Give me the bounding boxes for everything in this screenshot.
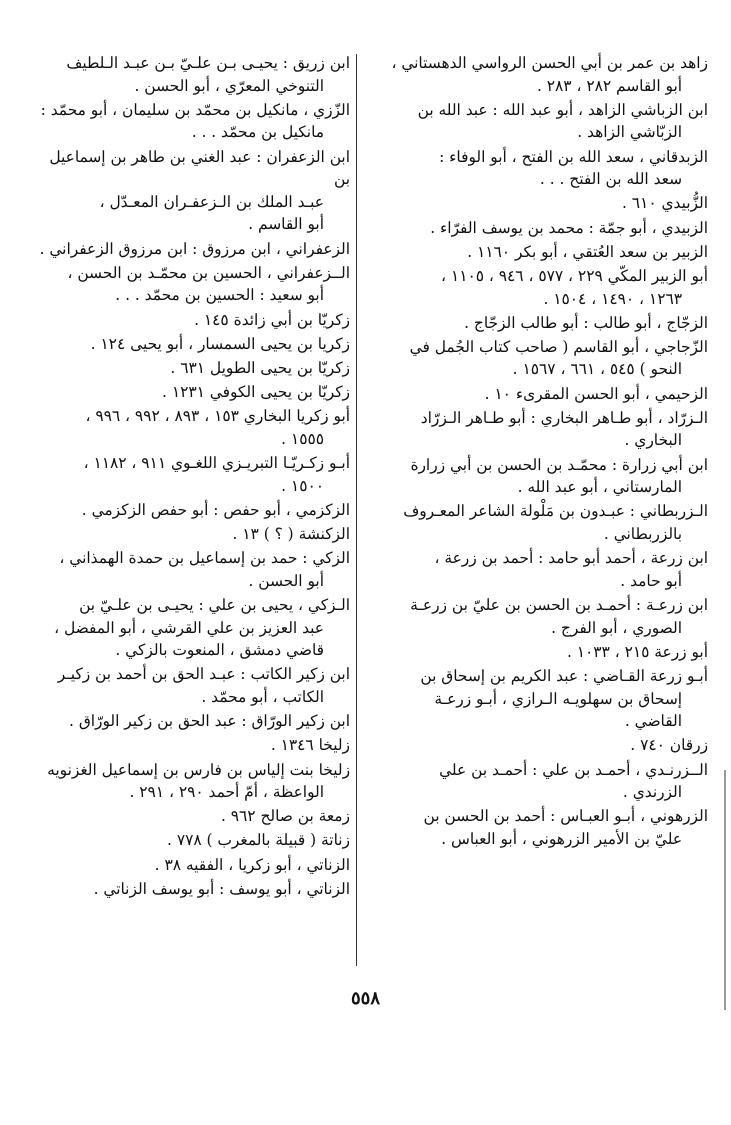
index-entry-headline: الزناتي ، أبو يوسف : أبو يوسف الزناتي . — [93, 879, 350, 898]
index-entry-headline: زليخا بنت إلياس بن فارس بن إسماعيل الغزنويه — [47, 760, 350, 779]
index-entry-headline: زناتة ( قبيلة بالمغرب ) ٧٧٨ . — [167, 831, 350, 850]
index-entry-continuation: عليّ بن الأمير الزرهوني ، أبو العباس . — [441, 829, 682, 848]
index-entry-headline: زكريّا بن أبي زائدة ١٤٥ . — [194, 310, 350, 329]
index-entry-continuation: قاضي دمشق ، المنعوت بالزكي . — [115, 641, 324, 660]
index-entry — [32, 759, 350, 804]
index-entry — [32, 99, 350, 144]
index-entry-continuation: ١٥٥٥ . — [281, 429, 324, 448]
index-entry-headline: ابن أبي زرارة : محمّـد بن الحسن بن أبي زرارة — [410, 455, 708, 474]
index-entry-headline: الزكنشة ( ؟ ) ١٣ . — [232, 525, 350, 543]
index-entry-continuation: الكاتب ، أبو محمّد . — [201, 687, 324, 706]
index-entry — [372, 547, 708, 592]
index-entry — [372, 734, 708, 757]
index-entry — [32, 878, 350, 901]
index-entry-headline: زاهد بن عمر بن أبي الحسن الرواسي الدهستاني ، — [391, 54, 708, 72]
index-entry — [32, 238, 350, 261]
index-entry-continuation: التنوخي المعرّي ، أبو الحسن . — [134, 76, 324, 95]
index-entry-headline: الزرهوني ، أبـو العبـاس : أحمد بن الحسن بن — [423, 807, 708, 826]
index-entry-headline: الزناتي ، أبو زكريا ، الفقيه ٣٨ . — [154, 855, 350, 874]
index-entry-headline: زكريّا بن يحيى الطويل ٦٣١ . — [170, 358, 350, 377]
index-entry-headline: ابن الزباشي الزاهد ، أبو عبد الله : عبد الله بن — [417, 100, 708, 119]
index-entry-headline: الزّزي ، مانكيل بن محمّد بن سليمان ، أبو محمّد : — [40, 100, 350, 119]
index-entry — [372, 407, 708, 452]
index-entry — [32, 452, 350, 497]
index-entry — [372, 99, 708, 144]
index-entry — [372, 665, 708, 733]
index-entry-headline: الـزربطاني : عبـدون بن مَلْولة الشاعر المعـروف — [403, 502, 708, 521]
index-entry — [32, 499, 350, 522]
index-entry-headline: الزكي : حمد بن إسماعيل بن حمدة الهمذاني ، — [59, 549, 350, 568]
index-entry — [32, 594, 350, 662]
index-entry — [32, 405, 350, 450]
index-entry-continuation: الواعظة ، أمّ أحمد ٢٩٠ ، ٢٩١ . — [129, 783, 324, 802]
index-entry-headline: زكريّا بن يحيى الكوفي ١٢٣١ . — [162, 383, 350, 402]
index-entry-continuation: بالزربطاني . — [603, 525, 682, 543]
index-entry-headline: الزكزمي ، أبو حفص : أبو حفص الزكزمي . — [81, 500, 350, 519]
index-entry-continuation: ١٥٠٠ . — [281, 476, 324, 495]
index-entry-headline: زليخا ١٣٤٦ . — [270, 736, 350, 755]
index-entry-continuation: الزبّاشي الزاهد . — [577, 123, 682, 142]
index-entry — [32, 805, 350, 828]
index-entry-continuation: البخاري . — [624, 431, 682, 450]
index-entry-headline: أبو زكريا البخاري ١٥٣ ، ٨٩٣ ، ٩٩٢ ، ٩٩٦ ، — [85, 407, 350, 426]
index-entry — [32, 333, 350, 356]
index-entry-headline: ابن الزعفران : عبد الغني بن طاهر بن إسماعيل بن — [49, 147, 350, 189]
index-entry-continuation: عبـد الملك بن الـزعفـران المعـدّل ، — [99, 192, 324, 211]
index-entry-continuation: المارستاني ، أبو عبد الله . — [517, 478, 682, 497]
index-entry-continuation: أبو القاسم . — [248, 215, 324, 234]
index-entry — [372, 241, 708, 264]
index-entry-continuation: أبو سعيد : الحسين بن محمّد . . . — [115, 286, 324, 305]
index-entry-headline: الـزكي ، يحيى بن علي : يحيـى بن علـيّ بن — [79, 595, 350, 614]
index-entry — [32, 663, 350, 708]
page-edge-shadow — [724, 770, 726, 1010]
index-entry — [372, 383, 708, 406]
index-entry-headline: أبـو زكـريّـا التبريـزي اللغـوي ٩١١ ، ١١٨٢ ، — [83, 454, 350, 473]
index-entry — [32, 357, 350, 380]
index-entry-headline: زرقان ٧٤٠ . — [630, 736, 708, 755]
index-entry-headline: الزبيدي ، أبو جمّة : محمد بن يوسف الفرّاء . — [430, 218, 708, 237]
index-entry-headline: الزجّاج ، أبو طالب : أبو طالب الزجّاج . — [464, 313, 708, 332]
index-entry — [372, 336, 708, 381]
index-entry-continuation: أبو الحسن . — [248, 571, 324, 590]
index-entry-headline: ابن زريق : يحيـى بـن علـيّ بـن عبـد الـلطيف — [66, 54, 350, 72]
index-entry-headline: أبـو زرعة القـاضي : عبد الكريم بن إسحاق بن — [420, 666, 708, 685]
index-entry — [32, 381, 350, 404]
column-divider — [356, 54, 357, 966]
index-entry — [32, 262, 350, 307]
index-entry — [32, 52, 350, 97]
index-entry-headline: الزحيمي ، أبو الحسن المقرىء ١٠ . — [484, 384, 708, 403]
index-entry — [372, 759, 708, 804]
index-entry-headline: الزّجاجي ، أبو القاسم ( صاحب كتاب الجُمل في — [409, 337, 708, 356]
index-entry — [372, 192, 708, 215]
index-entry — [372, 454, 708, 499]
index-entry-continuation: الصوري ، أبو الفرج . — [551, 618, 682, 637]
index-entry — [32, 854, 350, 877]
index-entry-headline: زمعة بن صالح ٩٦٢ . — [220, 807, 350, 826]
index-entry-headline: الـزرّاد ، أبو طـاهر البخاري : أبو طـاهر الـزرّاد — [420, 408, 708, 427]
index-entry-continuation: سعد الله بن الفتح . . . — [539, 170, 682, 189]
index-entry-continuation: ١٢٦٣ ، ١٤٩٠ ، ١٥٠٤ . — [543, 289, 682, 308]
index-entry — [372, 265, 708, 310]
index-entry — [32, 829, 350, 852]
index-entry — [372, 641, 708, 664]
index-entry-headline: الزعفراني ، ابن مرزوق : ابن مرزوق الزعفراني . — [39, 239, 350, 258]
index-entry-continuation: عبد العزيز بن علي القرشي ، أبو المفضل ، — [54, 618, 324, 637]
page-number: ٥٥٨ — [350, 988, 380, 1009]
index-entry-headline: زكريا بن يحيى السمسار ، أبو يحيى ١٢٤ . — [90, 334, 350, 353]
index-entry-headline: أبو الزبير المكّي ٢٢٩ ، ٥٧٧ ، ٩٤٦ ، ١١٠٥ ، — [441, 266, 708, 285]
index-entry-headline: ابن زرعة ، أحمد أبو حامد : أحمد بن زرعة ، — [434, 549, 708, 568]
index-entry-continuation: أبو حامد . — [620, 571, 682, 590]
index-column-right — [372, 52, 708, 852]
index-entry-headline: الــزرنـدي ، أحمـد بن علي : أحمـد بن علي — [439, 760, 708, 779]
index-entry — [32, 146, 350, 236]
index-entry — [32, 547, 350, 592]
index-entry-continuation: إسحاق بن سهلويـه الـرازي ، أبـو زرعـة — [434, 689, 682, 708]
index-entry-continuation: النحو ) ٥٤٥ ، ٦٦١ ، ١٥٦٧ . — [512, 360, 682, 379]
index-entry-headline: ابن زرعـة : أحمـد بن الحسن بن عليّ بن زرعـة — [410, 595, 708, 614]
index-entry-continuation: الزرندي . — [622, 783, 682, 802]
index-entry — [32, 523, 350, 546]
index-entry-headline: الزُّبيدي ٦١٠ . — [621, 194, 708, 213]
index-entry-continuation: أبو القاسم ٢٨٢ ، ٢٨٣ . — [536, 76, 682, 95]
index-entry — [372, 594, 708, 639]
index-entry — [372, 805, 708, 850]
index-entry — [372, 52, 708, 97]
index-entry — [32, 710, 350, 733]
index-entry-headline: الزبير بن سعد العُتقي ، أبو بكر ١١٦٠ . — [467, 242, 708, 261]
index-entry — [32, 309, 350, 332]
index-entry-headline: أبو زرعة ٢١٥ ، ١٠٣٣ . — [566, 642, 708, 661]
index-entry — [372, 500, 708, 545]
index-entry-continuation: مانكيل بن محمّد . . . — [191, 123, 324, 142]
index-entry — [372, 312, 708, 335]
index-entry-headline: الــزعفراني ، الحسين بن محمّـد بن الحسن ، — [67, 263, 350, 282]
index-entry-headline: ابن زكير الورّاق : عبد الحق بن زكير الورّاق . — [69, 712, 350, 731]
index-column-left — [32, 52, 350, 902]
index-entry — [372, 146, 708, 191]
index-entry — [372, 217, 708, 240]
index-entry-continuation: القاضي . — [624, 712, 682, 731]
index-entry — [32, 734, 350, 757]
index-entry-headline: الزبدقاني ، سعد الله بن الفتح ، أبو الوفاء : — [439, 147, 708, 166]
index-entry-headline: ابن زكير الكاتب : عبـد الحق بن أحمد بن زكيـر — [57, 665, 350, 684]
